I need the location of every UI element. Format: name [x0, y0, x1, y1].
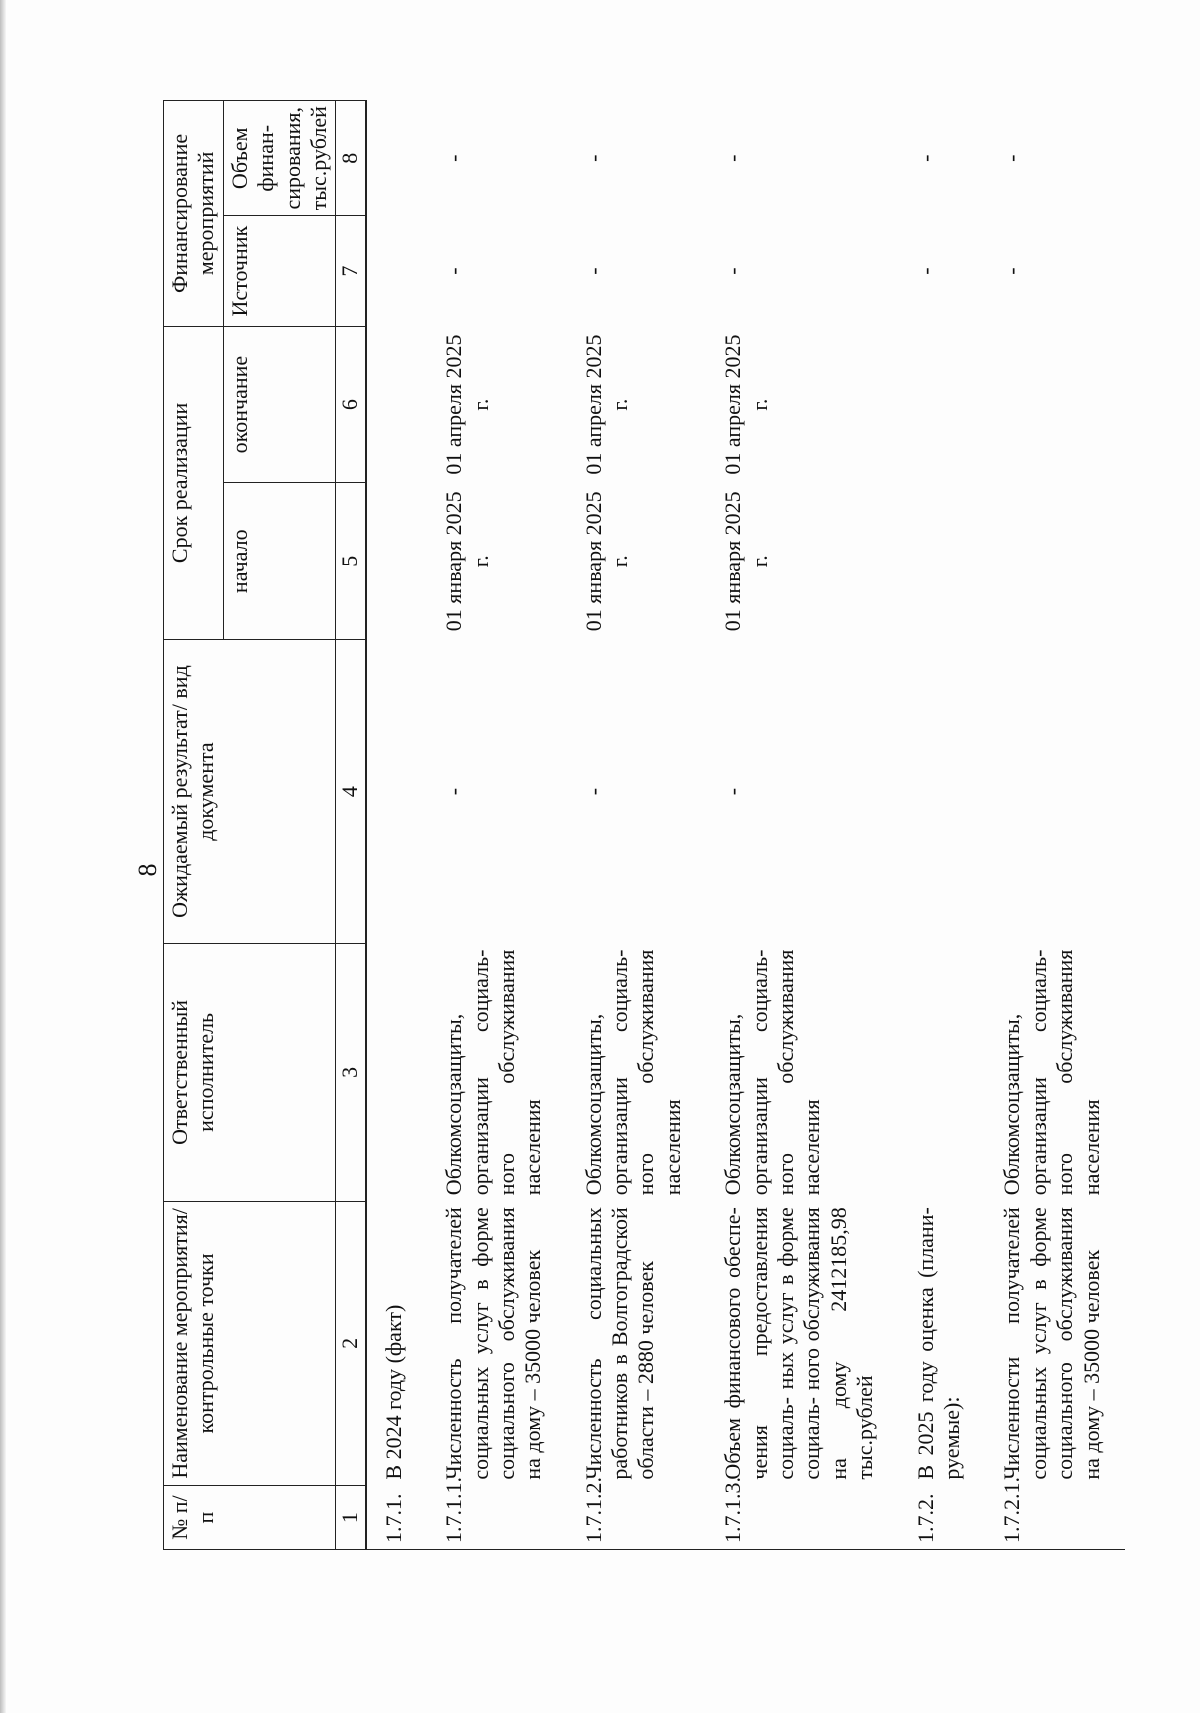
header-source: Источник: [223, 216, 336, 326]
row-result: [899, 640, 986, 944]
row-end: 01 апреля 2025 г.: [720, 334, 772, 475]
row-result: -: [441, 787, 467, 796]
row-volume: -: [441, 154, 467, 162]
row-source: [366, 216, 427, 326]
table-body: [366, 101, 1125, 1550]
header-term-start: начало: [223, 483, 336, 640]
column-number: 2: [336, 1201, 366, 1485]
row-name: Численность получателей социальных услуг в форме социального обслуживания на дому – 35000 человек: [441, 1207, 546, 1480]
table-row: [366, 101, 427, 1550]
row-num: 1.7.1.2.: [567, 1486, 707, 1550]
row-start: [899, 483, 986, 640]
row-end: [366, 326, 427, 483]
table-row: [899, 101, 986, 1550]
row-volume: [366, 101, 427, 217]
column-number: 5: [336, 483, 366, 640]
row-num: 1.7.2.: [899, 1486, 986, 1550]
row-executor: Облкомсоцзащиты, организации социаль- ного обслуживания населения: [580, 949, 685, 1196]
row-result: -: [580, 787, 606, 796]
header-financing: Финансирование мероприятий: [164, 101, 224, 327]
row-end: 01 апреля 2025 г.: [580, 334, 633, 475]
row-num: 1.7.1.: [366, 1486, 427, 1550]
header-volume: Объем финан- сирования, тыс.рублей: [223, 101, 336, 217]
row-start: [366, 483, 427, 640]
row-name: Численность социальных работников в Волгоградской области – 2880 человек: [580, 1207, 659, 1480]
header-name: Наименование мероприятия/ контрольные точки: [164, 1201, 336, 1485]
header-executor: Ответственный исполнитель: [164, 944, 336, 1202]
table-row: [985, 101, 1125, 1550]
row-name: В 2024 году (факт): [380, 1304, 406, 1480]
row-name: В 2025 году оценка (плани- руемые):: [912, 1207, 964, 1480]
column-number: 1: [336, 1486, 366, 1550]
column-number: 3: [336, 944, 366, 1202]
row-executor: [899, 944, 986, 1202]
row-num: 1.7.1.1.: [427, 1486, 567, 1550]
column-number: 4: [336, 640, 366, 944]
table-row: [427, 101, 567, 1550]
row-volume: -: [720, 154, 746, 162]
scan-edge: [0, 0, 6, 1713]
row-source: -: [999, 267, 1025, 275]
row-result: [985, 640, 1125, 944]
row-source: -: [580, 267, 606, 275]
row-num: 1.7.1.3.: [706, 1486, 898, 1550]
row-executor: Облкомсоцзащиты, организации социаль- ного обслуживания населения: [999, 949, 1104, 1196]
page-number: 8: [133, 863, 162, 877]
row-end: [899, 326, 986, 483]
row-source: -: [720, 267, 746, 275]
column-number: 8: [336, 101, 366, 217]
rotated-table-container: [163, 100, 1163, 1550]
table-header: [164, 101, 366, 1550]
row-start: 01 января 2025 г.: [580, 491, 633, 632]
row-name: Объем финансового обеспе- чения предоставления социаль- ных услуг в форме социаль- ного обслуживания на дому 2412185,98 тыс.рублей: [720, 1207, 878, 1480]
row-volume: -: [580, 154, 606, 162]
row-start: [985, 483, 1125, 640]
row-executor: Облкомсоцзащиты, организации социаль- ного обслуживания населения: [720, 949, 825, 1196]
column-number: 7: [336, 216, 366, 326]
row-volume: -: [912, 154, 938, 162]
row-num: 1.7.2.1.: [985, 1486, 1125, 1550]
header-term-end: окончание: [223, 326, 336, 483]
row-start: 01 января 2025 г.: [441, 491, 493, 632]
row-start: 01 января 2025 г.: [720, 491, 772, 632]
table-row: [567, 101, 707, 1550]
row-end: [985, 326, 1125, 483]
plan-table: [163, 100, 1125, 1550]
table-row: [706, 101, 898, 1550]
column-number-row: [336, 101, 366, 1550]
row-name: Численности получателей социальных услуг в форме социального обслуживания на дому – 35000 человек: [999, 1207, 1104, 1480]
header-result: Ожидаемый результат/ вид документа: [164, 640, 336, 944]
row-source: -: [912, 267, 938, 275]
column-number: 6: [336, 326, 366, 483]
row-source: -: [441, 267, 467, 275]
row-result: -: [720, 787, 746, 796]
header-term: Срок реализации: [164, 326, 224, 639]
row-executor: Облкомсоцзащиты, организации социаль- ного обслуживания населения: [441, 949, 546, 1196]
header-num: № п/п: [164, 1486, 336, 1550]
row-volume: -: [999, 154, 1025, 162]
row-end: 01 апреля 2025 г.: [441, 334, 493, 475]
